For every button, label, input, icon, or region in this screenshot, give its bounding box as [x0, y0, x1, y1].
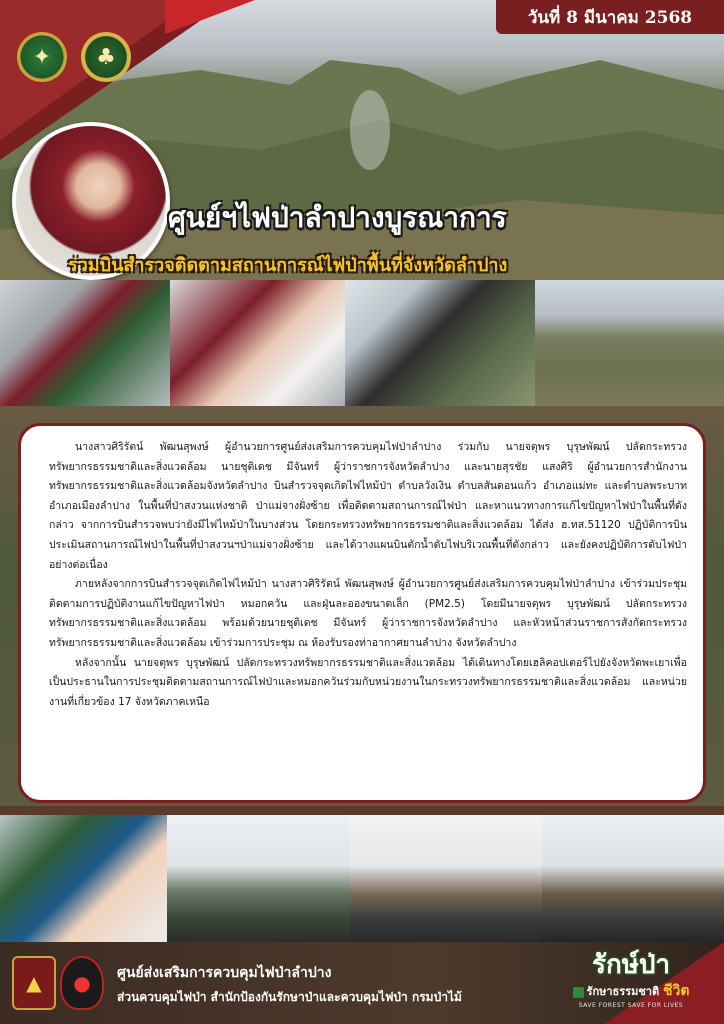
footer-org-department: ส่วนควบคุมไฟป่า สำนักป้องกันรักษาป่าและควบคุมไฟป่า กรมป่าไม้	[117, 990, 462, 1004]
helicopter-crew-photo-1	[0, 280, 170, 406]
fire-control-emblem-icon: ▲	[12, 956, 56, 1010]
forest-fire-unit-emblem-icon: ●	[60, 956, 104, 1010]
brand-logo	[556, 950, 706, 1009]
brand-tagline: SAVE FOREST SAVE FOR LIVES	[578, 1002, 684, 1009]
page-subtitle: ร่วมบินสำรวจติดตามสถานการณ์ไฟป่าพื้นที่จังหวัดลำปาง	[68, 255, 508, 276]
article-paragraph-1: นางสาวศิริรัตน์ พัฒนสุพงษ์ ผู้อำนวยการศูนย์ส่งเสริมการควบคุมไฟป่าลำปาง ร่วมกับ นายจตุพร บุรุษพัฒน์ ปลัดกระทรวงทรัพยากรธรรมชาติและสิ่งแวดล้อม นายชุติเดช มีจันทร์ ผู้ว่าราชการจังหวัดลำปาง และนายสุรชัย แสงศิริ ผู้อำนวยการสำนักงานทรัพยากรธรรมชาติและสิ่งแวดล้อมจังหวัดลำปาง บินสำรวจจุดเกิดไฟไหม้ป่า ตำบลวังเงิน ตำบลสันดอนแก้ว อำเภอแม่ทะ และตำบลพระบาท อำเภอเมืองลำปาง ในพื้นที่ป่าสงวนแห่งชาติ ป่าแม่จางฝั่งซ้าย เพื่อติดตามสถานการณ์ไฟป่า และหาแนวทางการแก้ไขปัญหาไฟป่าในพื้นที่ดังกล่าว จากการบินสำรวจพบว่ายังมีไฟไหม้ป่าในบางส่วน โดยกระทรวงทรัพยากรธรรมชาติและสิ่งแวดล้อม ได้ส่ง ฮ.ทส.51120 ปฏิบัติการบินประเมินสถานการณ์ไฟป่าในพื้นที่ป่าสงวนฯป่าแม่จางฝั่งซ้าย และได้วางแผนบินตักน้ำดับไฟบริเวณพื้นที่ดังกล่าว และยังคงปฏิบัติการดับไฟป่าอย่างต่อเนื่อง	[49, 441, 687, 571]
brand-main-text	[556, 950, 706, 980]
brand-main-word: รักษ์ป่า	[592, 950, 670, 980]
aerial-forest-photo	[535, 280, 724, 406]
meeting-photo-2	[167, 815, 350, 942]
brand-word: ชีวิต	[662, 983, 690, 999]
date-label: วันที่ 8 มีนาคม 2568	[496, 0, 724, 34]
article-paragraph-2: ภายหลังจากการบินสำรวจจุดเกิดไฟไหม้ป่า นางสาวศิริรัตน์ พัฒนสุพงษ์ ผู้อำนวยการศูนย์ส่งเสริมการควบคุมไฟป่าลำปาง เข้าร่วมประชุมติดตามการปฏิบัติงานแก้ไขปัญหาไฟป่า หมอกควัน และฝุ่นละอองขนาดเล็ก (PM2.5) โดยมีนายจตุพร บุรุษพัฒน์ ปลัดกระทรวงทรัพยากรธรรมชาติและสิ่งแวดล้อม พร้อมด้วยนายชุติเดช มีจันทร์ ผู้ว่าราชการจังหวัดลำปาง และหัวหน้าส่วนราชการสังกัดกระทรวงทรัพยากรธรรมชาติและสิ่งแวดล้อม เข้าร่วมการประชุม ณ ห้องรับรองท่าอากาศยานลำปาง จังหวัดลำปาง	[49, 578, 687, 649]
helicopter-pilot-photo	[345, 280, 535, 406]
meeting-photo-3	[350, 815, 542, 942]
brand-sub-text: รักษาธรรมชาติ	[586, 985, 660, 998]
helicopter-crew-photo-2	[170, 280, 345, 406]
brand-sub-line	[556, 980, 706, 1002]
ministry-emblem-icon: ✦	[17, 32, 67, 82]
forest-department-emblem-icon: ♣	[81, 32, 131, 82]
meeting-photo-1	[0, 815, 167, 942]
meeting-photo-4	[542, 815, 724, 942]
page-title: ศูนย์ฯไฟป่าลำปางบูรณาการ	[168, 201, 507, 234]
header-accent	[165, 0, 255, 34]
article-card	[18, 423, 706, 803]
footer-org-name: ศูนย์ส่งเสริมการควบคุมไฟป่าลำปาง	[117, 965, 332, 981]
article-paragraph-3: หลังจากนั้น นายจตุพร บุรุษพัฒน์ ปลัดกระทรวงทรัพยากรธรรมชาติและสิ่งแวดล้อม ได้เดินทางโดยเฮลิคอปเตอร์ไปยังจังหวัดพะเยาเพื่อเป็นประธานในการประชุมติดตามสถานการณ์ไฟป่าและหมอกควันร่วมกับหน่วยงานในกระทรวงทรัพยากรธรรมชาติและสิ่งแวดล้อม และหน่วยงานที่เกี่ยวข้อง 17 จังหวัดภาคเหนือ	[49, 656, 687, 708]
lock-icon	[573, 987, 584, 998]
